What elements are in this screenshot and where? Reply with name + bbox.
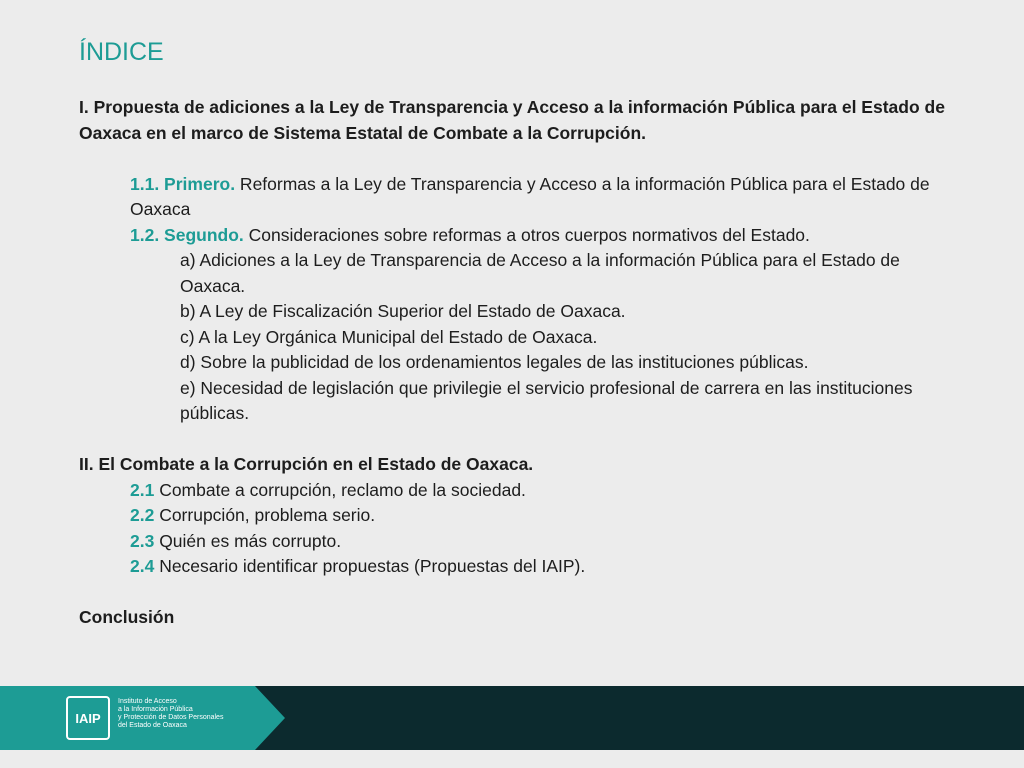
- item-2-4-num: 2.4: [130, 556, 155, 576]
- item-2-3: [79, 529, 959, 555]
- conclusion-heading: Conclusión: [79, 607, 175, 627]
- section-2-heading: II. El Combate a la Corrupción en el Estado de Oaxaca.: [79, 454, 534, 474]
- item-2-1: [79, 478, 959, 504]
- item-1-1-label: 1.1. Primero.: [130, 173, 236, 194]
- item-2-1-text: Combate a corrupción, reclamo de la sociedad.: [154, 479, 526, 500]
- subitem-a: a) Adiciones a la Ley de Transparencia de Acceso a la información Pública para el Estado de Oaxaca.: [180, 250, 900, 296]
- item-1-1-text: Reformas a la Ley de Transparencia y Acceso a la información Pública para el Estado de Oaxaca: [130, 173, 930, 219]
- item-1-2: [79, 223, 959, 249]
- subitem-b: b) A Ley de Fiscalización Superior del Estado de Oaxaca.: [180, 301, 626, 321]
- item-2-1-num: 2.1: [130, 479, 155, 500]
- section-1-heading: I. Propuesta de adiciones a la Ley de Transparencia y Acceso a la información Pública para el Estado de Oaxaca en el marco de Sistema Estatal de Combate a la Corrupción.: [79, 97, 945, 143]
- spacer: [79, 146, 959, 172]
- subitem-c: c) A la Ley Orgánica Municipal del Estado de Oaxaca.: [180, 326, 598, 347]
- iaip-logo-text: IAIP: [75, 710, 101, 726]
- spacer: [79, 427, 959, 453]
- bottom-strip: [0, 750, 1024, 768]
- item-1-2-label: 1.2. Segundo.: [130, 224, 244, 245]
- page-title: ÍNDICE: [79, 38, 164, 66]
- iaip-logo: [66, 696, 110, 740]
- item-2-2-text: Corrupción, problema serio.: [154, 505, 376, 525]
- institution-line: y Protección de Datos Personales: [118, 714, 224, 721]
- institution-line: Instituto de Acceso: [118, 698, 177, 705]
- subitem-e: e) Necesidad de legislación que privilegie el servicio profesional de carrera en las instituciones públicas.: [180, 377, 913, 423]
- item-2-2-num: 2.2: [130, 505, 155, 525]
- item-1-2-text: Consideraciones sobre reformas a otros cuerpos normativos del Estado.: [243, 224, 810, 245]
- subitem-d: d) Sobre la publicidad de los ordenamientos legales de las instituciones públicas.: [180, 352, 809, 372]
- index-content: [79, 95, 959, 631]
- item-2-2: [79, 503, 959, 529]
- item-2-3-num: 2.3: [130, 530, 155, 551]
- institution-line: a la Información Pública: [118, 706, 193, 713]
- footer-bar: [0, 686, 1024, 750]
- institution-name: [118, 698, 223, 730]
- institution-line: del Estado de Oaxaca: [118, 722, 187, 729]
- item-2-4: [79, 554, 959, 580]
- item-2-4-text: Necesario identificar propuestas (Propuestas del IAIP).: [154, 556, 586, 576]
- item-1-1: [79, 172, 959, 223]
- spacer: [79, 580, 959, 606]
- item-2-3-text: Quién es más corrupto.: [154, 530, 342, 551]
